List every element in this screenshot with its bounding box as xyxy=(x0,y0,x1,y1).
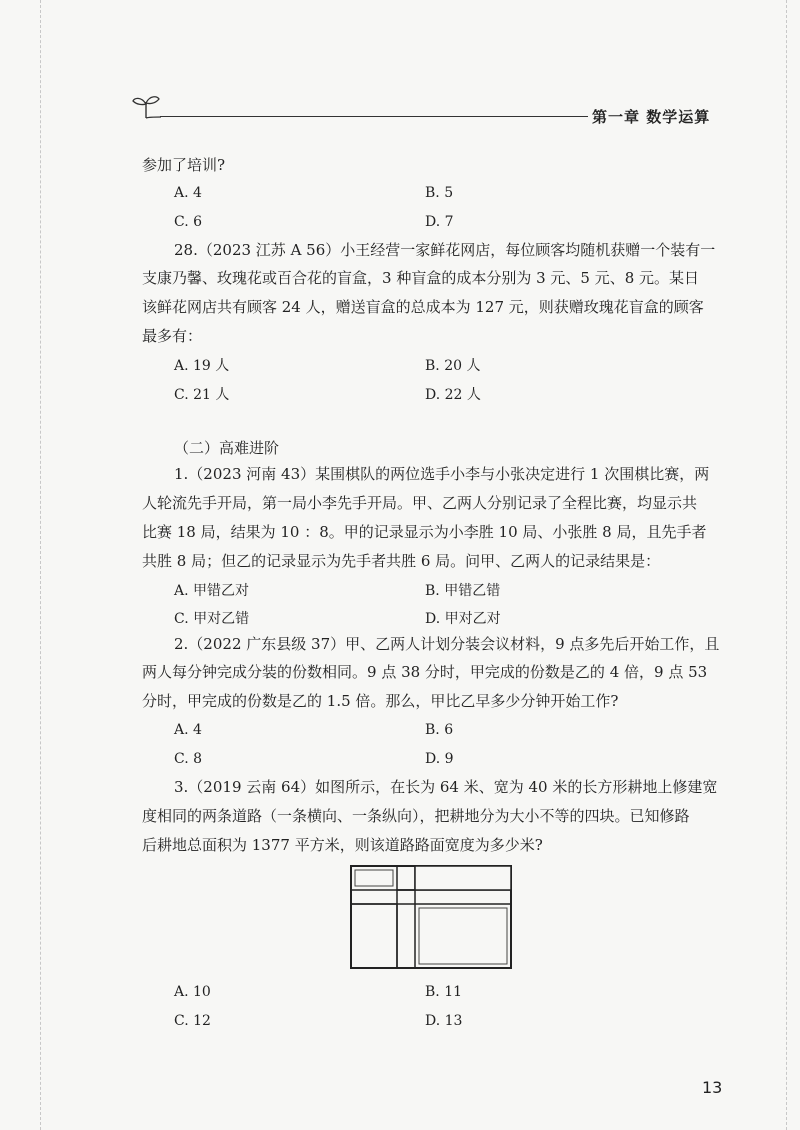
q3-option-b: B. 11 xyxy=(425,984,463,1000)
q2-option-c: C. 8 xyxy=(174,751,203,767)
chapter-title: 第一章 数学运算 xyxy=(592,108,711,126)
plot-bottom-right xyxy=(419,908,507,964)
prev-option-b: B. 5 xyxy=(425,185,454,201)
q2-option-d: D. 9 xyxy=(425,751,454,767)
vertical-road-lower xyxy=(397,890,415,968)
q3-option-a: A. 10 xyxy=(174,984,211,1000)
q2-option-b: B. 6 xyxy=(425,722,454,738)
q3-option-c: C. 12 xyxy=(174,1013,211,1029)
q1-line-4: 共胜 8 局；但乙的记录显示为先手者共胜 6 局。问甲、乙两人的记录结果是： xyxy=(142,552,661,570)
q28-option-c: C. 21 人 xyxy=(174,387,230,403)
q3-line-1: 3.（2019 云南 64）如图所示，在长为 64 米、宽为 40 米的长方形耕地上修建宽 xyxy=(174,778,718,796)
section-title: （二）高难进阶 xyxy=(174,439,280,457)
q3-option-d: D. 13 xyxy=(425,1013,463,1029)
prev-option-d: D. 7 xyxy=(425,214,454,230)
q1-line-2: 人轮流先手开局，第一局小李先手开局。甲、乙两人分别记录了全程比赛，均显示共 xyxy=(142,494,698,512)
q2-line-3: 分时，甲完成的份数是乙的 1.5 倍。那么，甲比乙早多少分钟开始工作? xyxy=(142,692,619,710)
q28-option-a: A. 19 人 xyxy=(174,358,230,374)
q28-line-4: 最多有： xyxy=(142,327,203,345)
prev-option-a: A. 4 xyxy=(174,185,202,201)
q3-line-2: 度相同的两条道路（一条横向、一条纵向），把耕地分为大小不等的四块。已知修路 xyxy=(142,807,690,825)
q1-option-a: A. 甲错乙对 xyxy=(174,583,250,599)
plot-bottom-left xyxy=(351,904,397,968)
scan-margin-right xyxy=(786,0,789,1130)
road-diagram xyxy=(349,864,513,970)
q1-line-1: 1.（2023 河南 43）某围棋队的两位选手小李与小张决定进行 1 次围棋比赛，两 xyxy=(174,465,710,483)
q28-option-d: D. 22 人 xyxy=(425,387,481,403)
prev-option-c: C. 6 xyxy=(174,214,203,230)
prev-question-tail: 参加了培训? xyxy=(142,156,226,174)
plot-top-left xyxy=(355,870,393,886)
horizontal-road xyxy=(351,890,511,904)
q28-line-3: 该鲜花网店共有顾客 24 人，赠送盲盒的总成本为 127 元，则获赠玫瑰花盲盒的顾客 xyxy=(142,298,704,316)
header-rule xyxy=(160,116,588,117)
q1-option-d: D. 甲对乙对 xyxy=(425,611,501,627)
sprout-icon xyxy=(131,92,161,120)
q1-option-b: B. 甲错乙错 xyxy=(425,583,501,599)
q2-line-1: 2.（2022 广东县级 37）甲、乙两人计划分装会议材料，9 点多先后开始工作，且 xyxy=(174,635,720,653)
q28-line-2: 支康乃馨、玫瑰花或百合花的盲盒，3 种盲盒的成本分别为 3 元、5 元、8 元。某日 xyxy=(142,269,700,287)
vertical-road-upper xyxy=(397,866,415,890)
scan-margin-left xyxy=(40,0,43,1130)
q1-option-c: C. 甲对乙错 xyxy=(174,611,250,627)
q2-option-a: A. 4 xyxy=(174,722,202,738)
q1-line-3: 比赛 18 局，结果为 10 ：8。甲的记录显示为小李胜 10 局、小张胜 8 局，且先手者 xyxy=(142,523,707,541)
page-number: 13 xyxy=(702,1078,723,1097)
q3-line-3: 后耕地总面积为 1377 平方米，则该道路路面宽度为多少米? xyxy=(142,836,543,854)
plot-top-right xyxy=(415,866,511,890)
q28-option-b: B. 20 人 xyxy=(425,358,481,374)
q28-line-1: 28.（2023 江苏 A 56）小王经营一家鲜花网店，每位顾客均随机获赠一个装有一 xyxy=(174,241,716,259)
q2-line-2: 两人每分钟完成分装的份数相同。9 点 38 分时，甲完成的份数是乙的 4 倍，9 点 53 xyxy=(142,663,708,681)
